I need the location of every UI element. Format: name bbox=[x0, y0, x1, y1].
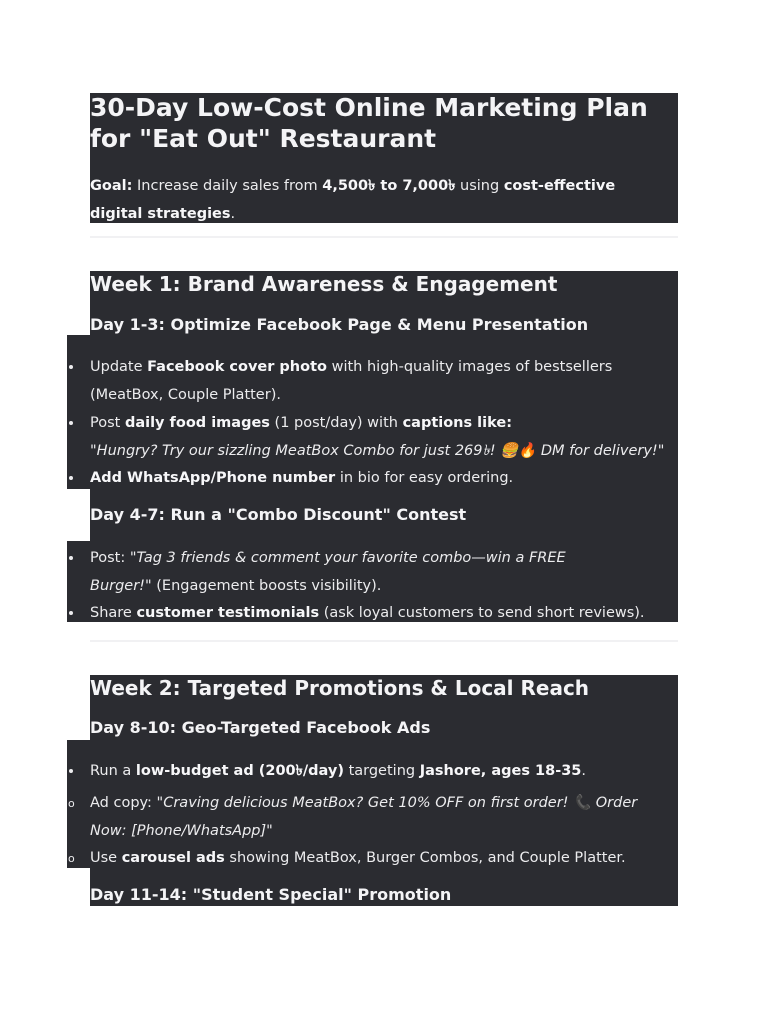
day8-sub2 bbox=[90, 848, 626, 868]
goal-text-2: using bbox=[455, 178, 504, 194]
goal-strategy-b: digital strategies bbox=[90, 206, 231, 222]
bullet-icon bbox=[69, 611, 73, 615]
day1-heading: Day 1-3: Optimize Facebook Page & Menu Presentation bbox=[90, 315, 589, 334]
quote-mark: " bbox=[657, 443, 665, 459]
text-bold: captions like: bbox=[402, 415, 513, 431]
day1-item3 bbox=[90, 468, 513, 488]
caption-quote: Hungry? Try our sizzling MeatBox Combo for just 269৳! 🍔🔥 DM for delivery! bbox=[96, 443, 658, 459]
text: with high-quality images of bestsellers bbox=[327, 359, 613, 375]
day8-heading: Day 8-10: Geo-Targeted Facebook Ads bbox=[90, 718, 431, 737]
text-bold: carousel ads bbox=[121, 850, 225, 866]
divider-1 bbox=[90, 236, 678, 238]
bullet-icon bbox=[69, 365, 73, 369]
text-italic: Tag 3 friends & comment your favorite combo—win a FREE bbox=[136, 550, 566, 566]
text-bold: daily food images bbox=[124, 415, 270, 431]
text: (1 post/day) with bbox=[269, 415, 403, 431]
text: in bio for easy ordering. bbox=[335, 470, 514, 486]
goal-end: . bbox=[230, 206, 236, 222]
bullet-icon bbox=[69, 769, 73, 773]
text: " bbox=[266, 823, 273, 839]
bullet-icon bbox=[69, 421, 73, 425]
day1-item2-caption bbox=[90, 441, 664, 461]
text: targeting bbox=[343, 763, 420, 779]
goal-text-1: Increase daily sales from bbox=[132, 178, 323, 194]
goal-strategy-a: cost-effective bbox=[503, 178, 616, 194]
text-bold: Add WhatsApp/Phone number bbox=[90, 470, 336, 486]
text-bold: Facebook cover photo bbox=[147, 359, 327, 375]
text-italic: Burger! bbox=[90, 578, 145, 594]
day4-heading: Day 4-7: Run a "Combo Discount" Contest bbox=[90, 505, 467, 524]
text: Update bbox=[90, 359, 148, 375]
day4-item1-line2 bbox=[90, 576, 381, 596]
text: Post bbox=[90, 415, 125, 431]
text-bold: customer testimonials bbox=[136, 605, 320, 621]
text: (ask loyal customers to send short reviews). bbox=[319, 605, 645, 621]
page-title-line-1: 30-Day Low-Cost Online Marketing Plan bbox=[90, 93, 648, 122]
goal-label: Goal: bbox=[90, 178, 133, 194]
text: " (Engagement boosts visibility). bbox=[145, 578, 382, 594]
text: . bbox=[581, 763, 587, 779]
text: Post: " bbox=[90, 550, 137, 566]
week2-heading: Week 2: Targeted Promotions & Local Reach bbox=[90, 676, 590, 700]
sub-bullet-icon: o bbox=[68, 797, 75, 810]
day11-heading: Day 11-14: "Student Special" Promotion bbox=[90, 885, 452, 904]
text-italic: Now: [Phone/WhatsApp] bbox=[90, 823, 267, 839]
goal-line-2 bbox=[90, 204, 235, 224]
text-bold: low-budget ad (200৳/day) bbox=[135, 763, 344, 779]
bullet-icon bbox=[69, 556, 73, 560]
goal-sales-range: 4,500৳ to 7,000৳ bbox=[322, 178, 456, 194]
divider-2 bbox=[90, 640, 678, 642]
day1-item2-line1 bbox=[90, 413, 512, 433]
text-bold: Jashore, ages 18-35 bbox=[419, 763, 582, 779]
day8-sub1-line1 bbox=[90, 793, 637, 813]
text: Run a bbox=[90, 763, 136, 779]
page-title-line-2: for "Eat Out" Restaurant bbox=[90, 124, 437, 153]
quote-mark: " bbox=[90, 443, 97, 459]
day1-item1-line2: (MeatBox, Couple Platter). bbox=[90, 387, 281, 403]
day4-item2 bbox=[90, 603, 645, 623]
day8-sub1-line2 bbox=[90, 821, 273, 841]
sub-bullet-icon: o bbox=[68, 852, 75, 865]
day1-item1-line1 bbox=[90, 357, 612, 377]
text: Use bbox=[90, 850, 122, 866]
text: Ad copy: " bbox=[90, 795, 164, 811]
day8-item1 bbox=[90, 761, 586, 781]
goal-line-1 bbox=[90, 176, 615, 196]
text-italic: Craving delicious MeatBox? Get 10% OFF on first order! 📞 Order bbox=[163, 795, 638, 811]
day4-item1-line1 bbox=[90, 548, 566, 568]
week1-heading: Week 1: Brand Awareness & Engagement bbox=[90, 272, 558, 296]
text: Share bbox=[90, 605, 137, 621]
bullet-icon bbox=[69, 476, 73, 480]
text: showing MeatBox, Burger Combos, and Couple Platter. bbox=[224, 850, 626, 866]
